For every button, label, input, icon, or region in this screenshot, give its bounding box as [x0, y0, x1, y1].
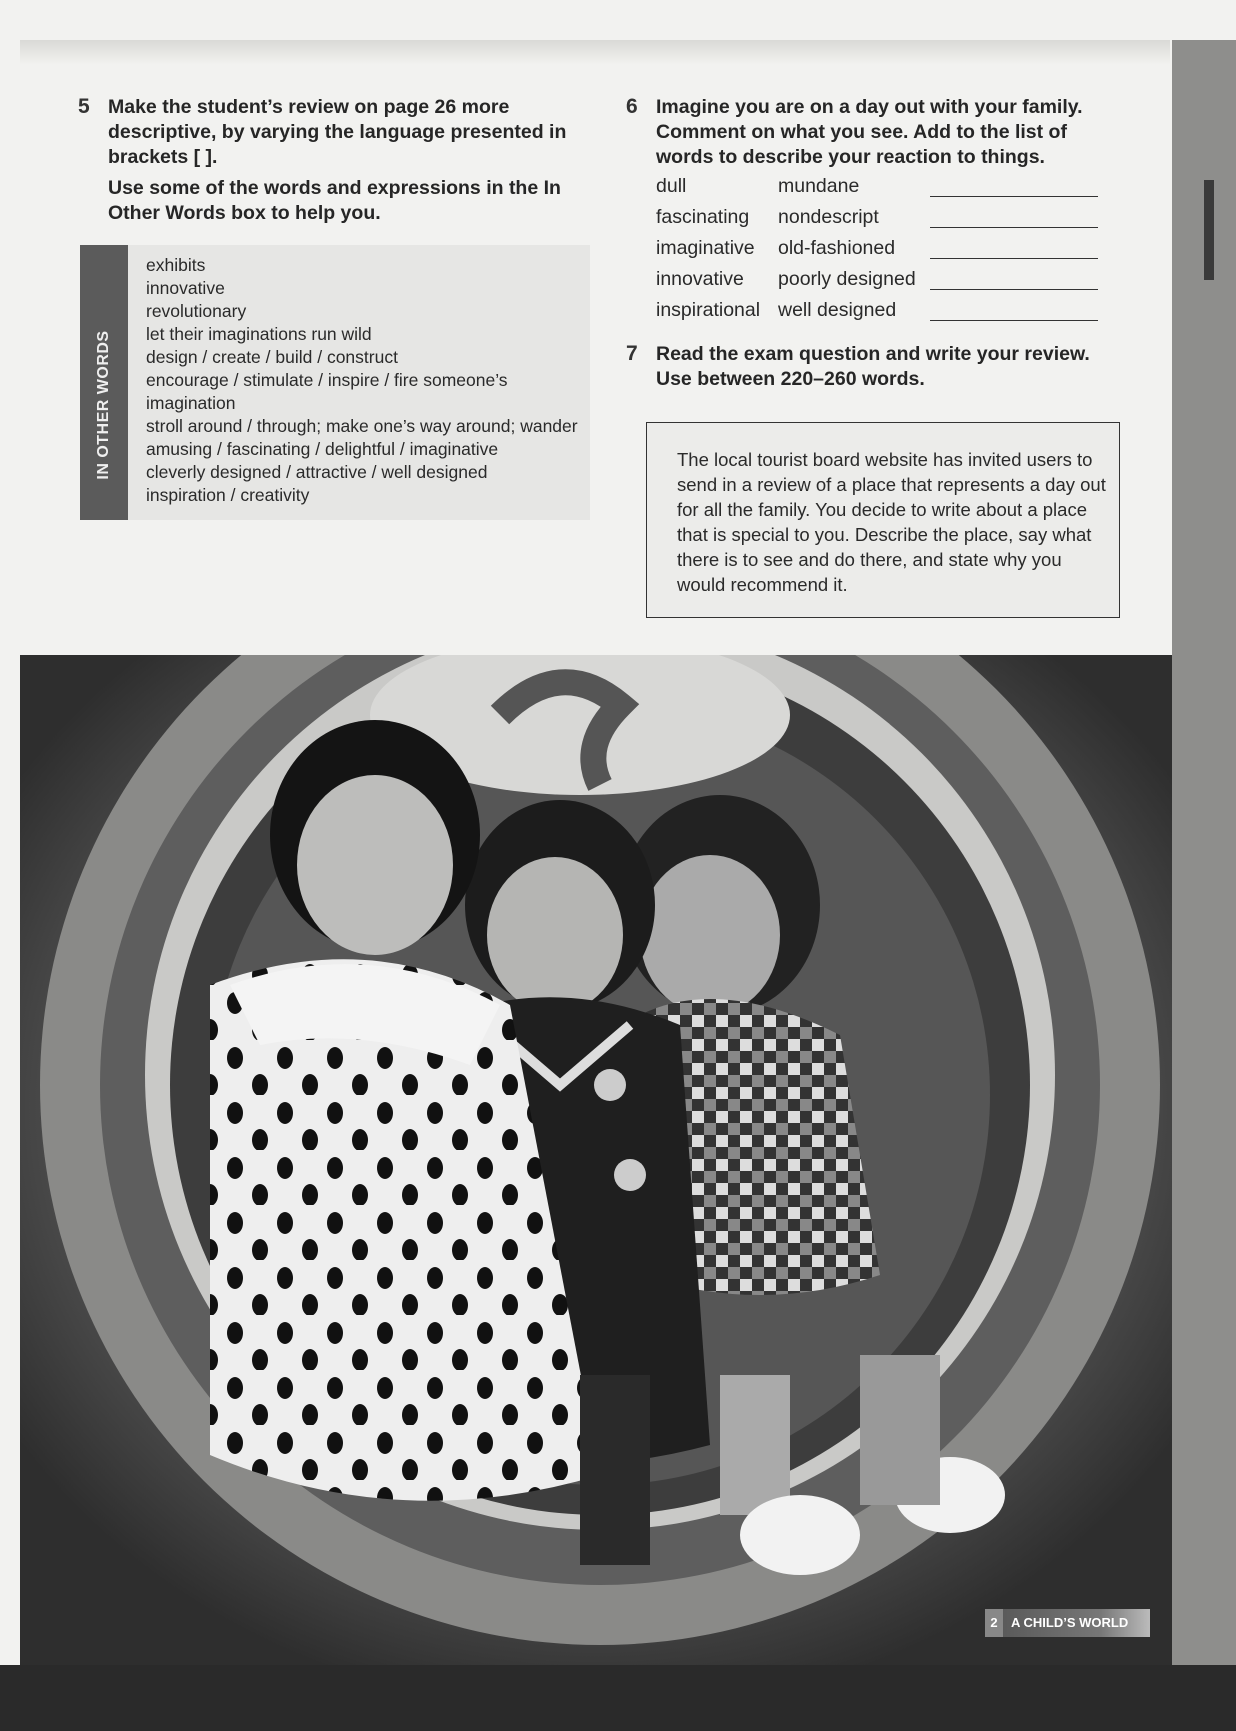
answer-blank-line[interactable] [930, 258, 1098, 259]
in-other-words-item: design / create / build / construct [146, 347, 398, 367]
in-other-words-item: inspiration / creativity [146, 485, 310, 505]
answer-blank-line[interactable] [930, 227, 1098, 228]
children-photo-icon [20, 655, 1172, 1665]
in-other-words-item: imagination [146, 393, 236, 413]
in-other-words-item: stroll around / through; make one’s way around; wander [146, 416, 578, 436]
in-other-words-item: encourage / stimulate / inspire / fire someone’s [146, 370, 508, 390]
in-other-words-item: cleverly designed / attractive / well designed [146, 462, 488, 482]
word-column-2: nondescript [778, 206, 879, 228]
word-column-1: dull [656, 175, 687, 197]
answer-blank-line[interactable] [930, 289, 1098, 290]
word-column-2: well designed [778, 299, 897, 321]
in-other-words-item: exhibits [146, 255, 206, 275]
word-column-2: old-fashioned [778, 237, 896, 259]
instruction-line: Imagine you are on a day out with your family. Comment on what you see. Add to the list of words to describe your reaction to things. [656, 96, 1083, 168]
exercise-instruction [656, 342, 1126, 392]
in-other-words-item: amusing / fascinating / delightful / imaginative [146, 439, 499, 459]
exercise-instruction [656, 95, 1126, 170]
unit-number: 2 [985, 1609, 1003, 1637]
in-other-words-item: innovative [146, 278, 225, 298]
instruction-line: Read the exam question and write your review. Use between 220–260 words. [656, 343, 1090, 390]
exercise-number: 7 [626, 342, 638, 365]
word-column-1: fascinating [656, 206, 750, 228]
instruction-line: Use some of the words and expressions in the In Other Words box to help you. [108, 177, 561, 224]
in-other-words-label: IN OTHER WORDS [95, 330, 112, 480]
exam-task-box [646, 422, 1120, 618]
word-column-2: poorly designed [778, 268, 916, 290]
page-edge-tab [1204, 180, 1214, 280]
in-other-words-item: revolutionary [146, 301, 247, 321]
word-column-1: imaginative [656, 237, 755, 259]
page-edge-bar [1172, 40, 1236, 1680]
exercise-number: 5 [78, 95, 90, 118]
word-column-1: inspirational [656, 299, 761, 321]
word-column-1: innovative [656, 268, 744, 290]
exam-task-text: The local tourist board website has invited users to send in a review of a place that represents a day out for all the family. You decide to write about a place that is special to you. Describe the place, say what there is to see and do there, and state why you would recommend it. [677, 449, 1106, 595]
instruction-line: Make the student’s review on page 26 more descriptive, by varying the language presented in brackets [ ]. [108, 96, 567, 168]
unit-footer-label [985, 1609, 1150, 1637]
word-column-2: mundane [778, 175, 860, 197]
exercise-instruction [108, 95, 598, 226]
bottom-band [0, 1665, 1236, 1731]
answer-blank-line[interactable] [930, 320, 1098, 321]
page-shadow [20, 40, 1170, 65]
exercise-number: 6 [626, 95, 638, 118]
in-other-words-item: let their imaginations run wild [146, 324, 372, 344]
children-photo [20, 655, 1172, 1665]
answer-blank-line[interactable] [930, 196, 1098, 197]
unit-title: A CHILD’S WORLD [1011, 1615, 1129, 1630]
in-other-words-list [146, 254, 596, 507]
